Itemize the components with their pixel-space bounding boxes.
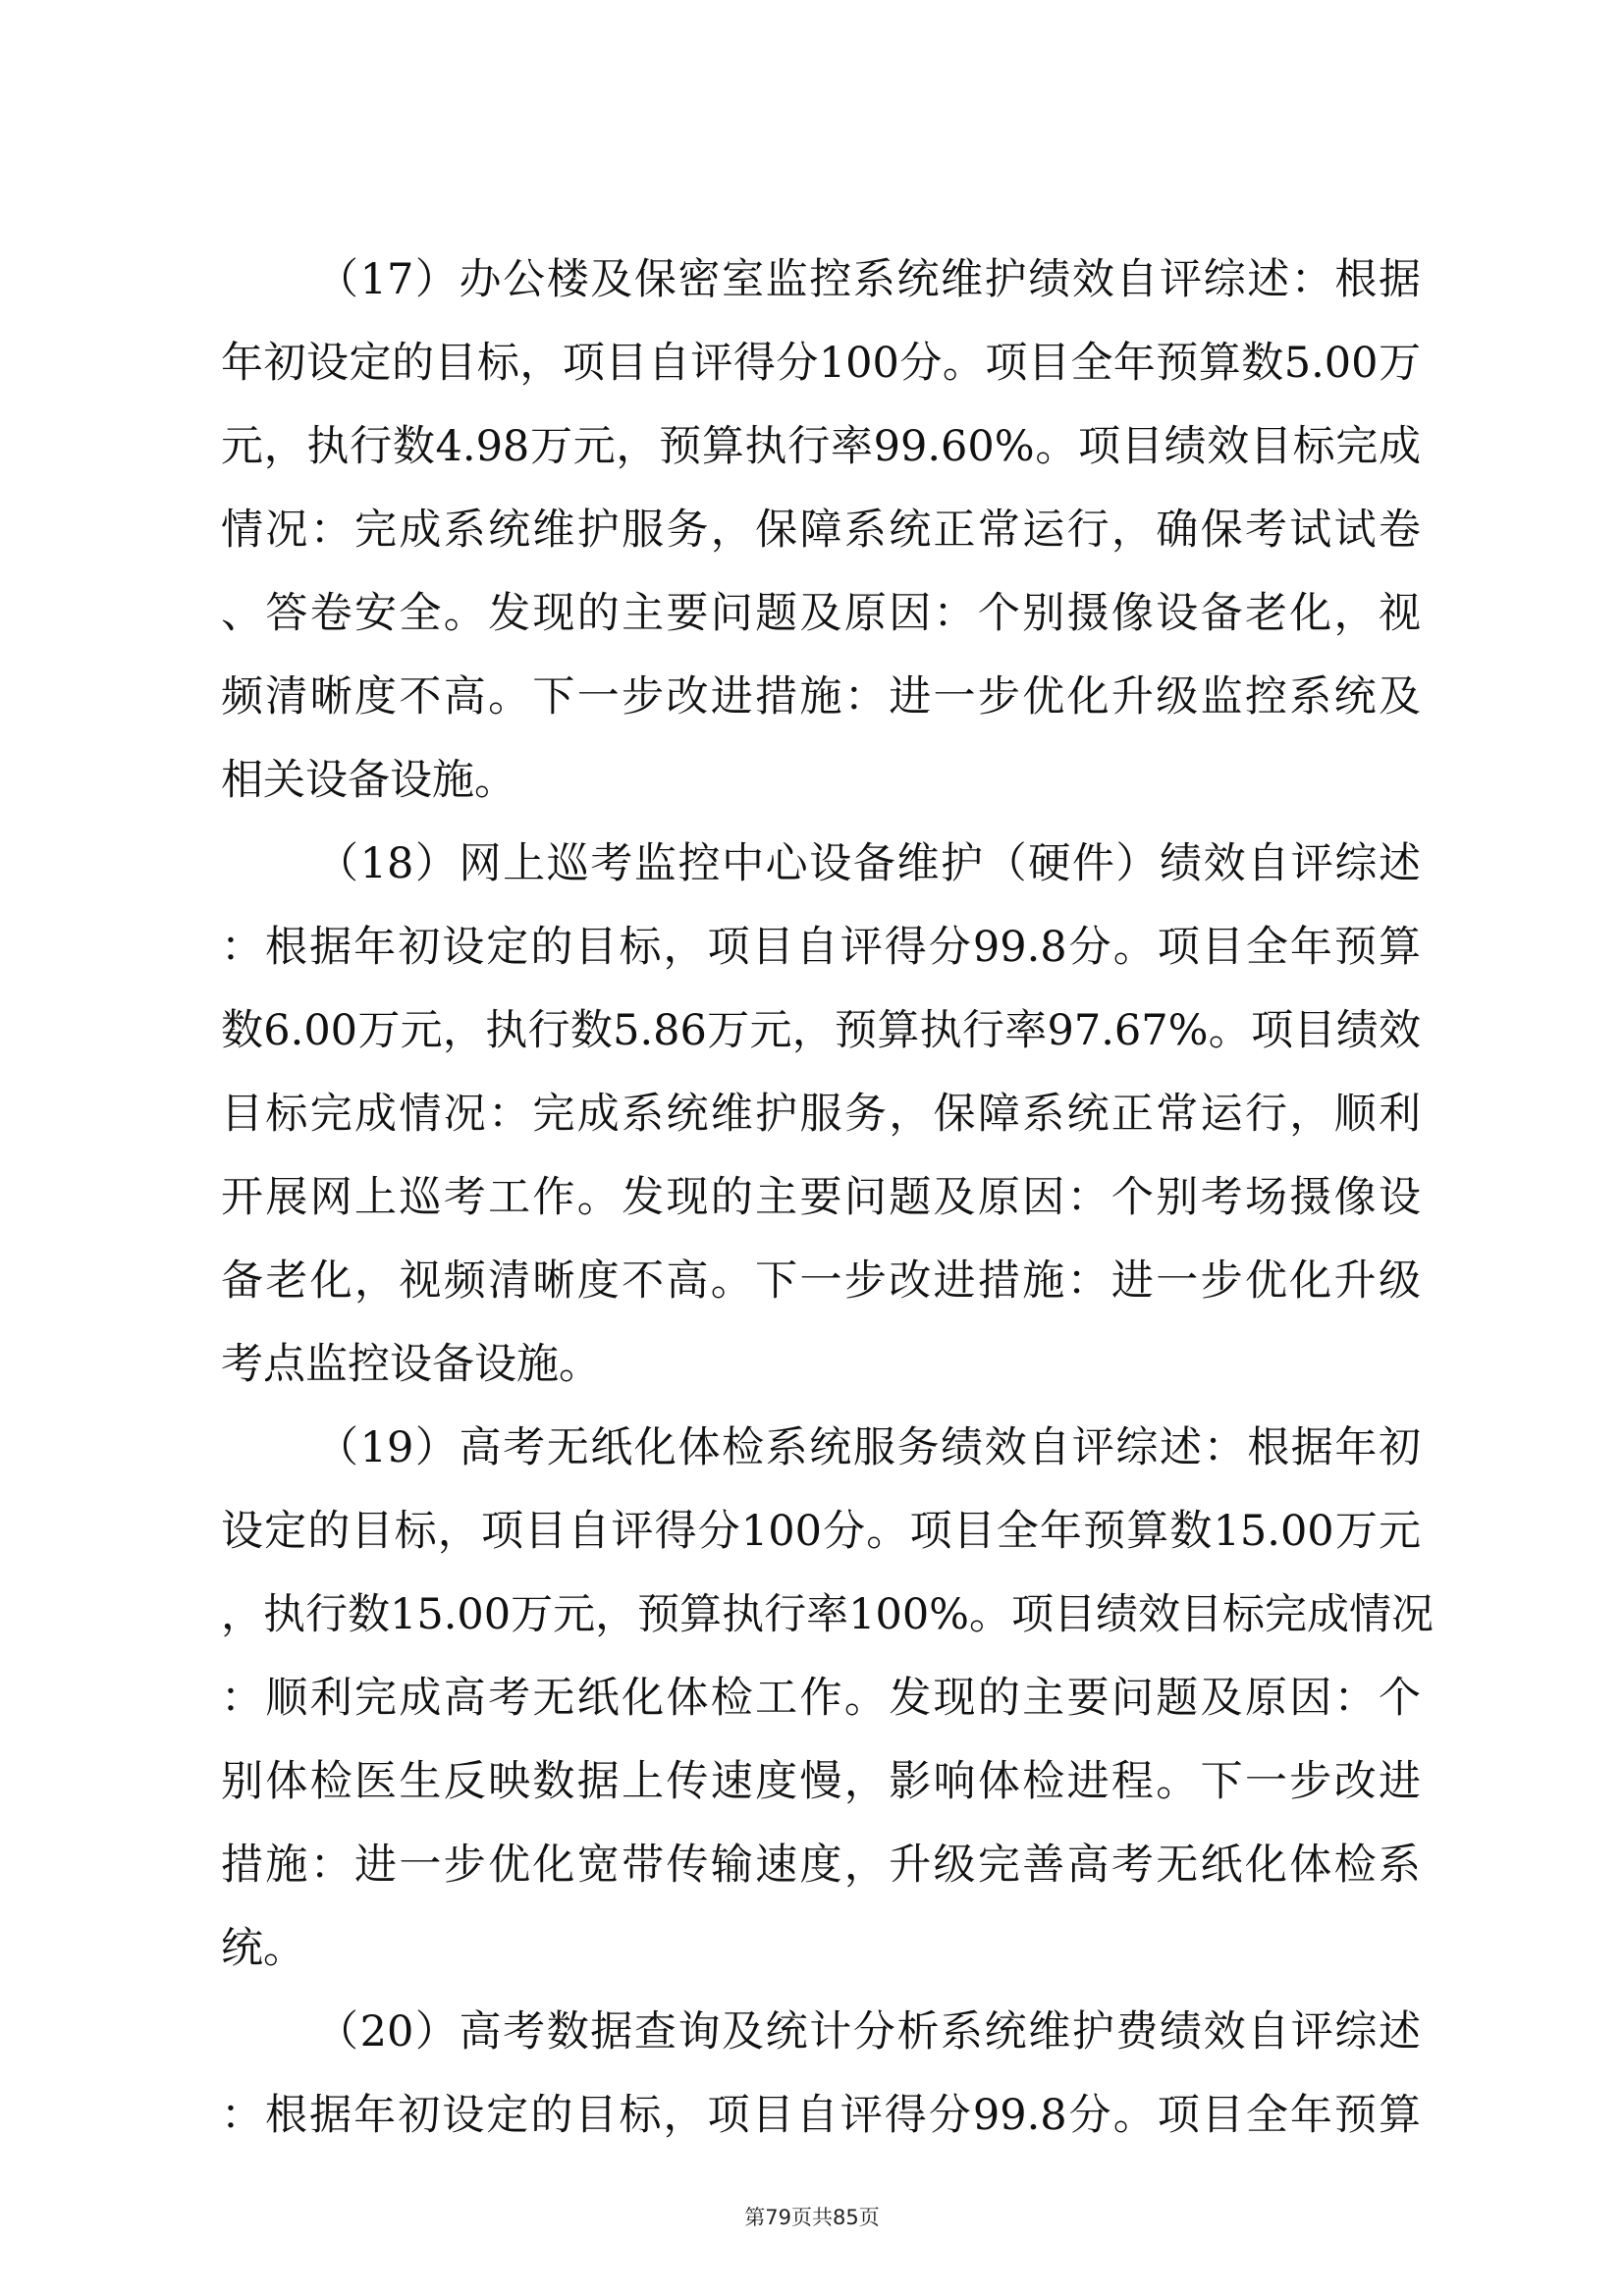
paragraph-line: 数6.00万元，执行数5.86万元，预算执行率97.67%。项目绩效 — [221, 1006, 1421, 1055]
paragraph-line: （19）高考无纸化体检系统服务绩效自评综述：根据年初 — [316, 1423, 1421, 1472]
paragraph-line: 别体检医生反映数据上传速度慢，影响体检进程。下一步改进 — [221, 1757, 1421, 1806]
page-footer: 第79页共85页 — [744, 2206, 880, 2229]
paragraph-line: ：顺利完成高考无纸化体检工作。发现的主要问题及原因：个 — [221, 1674, 1421, 1723]
paragraph-line: 开展网上巡考工作。发现的主要问题及原因：个别考场摄像设 — [221, 1173, 1421, 1222]
paragraph-line: （20）高考数据查询及统计分析系统维护费绩效自评综述 — [316, 2007, 1421, 2056]
paragraph-line: 目标完成情况：完成系统维护服务，保障系统正常运行，顺利 — [221, 1090, 1421, 1139]
paragraph-line: 年初设定的目标，项目自评得分100分。项目全年预算数5.00万 — [221, 339, 1421, 388]
paragraph-line: 频清晰度不高。下一步改进措施：进一步优化升级监控系统及 — [221, 672, 1421, 721]
paragraph-line: 元，执行数4.98万元，预算执行率99.60%。项目绩效目标完成 — [221, 422, 1421, 471]
paragraph-line: 设定的目标，项目自评得分100分。项目全年预算数15.00万元 — [221, 1507, 1421, 1556]
paragraph-line: ：根据年初设定的目标，项目自评得分99.8分。项目全年预算 — [221, 923, 1421, 972]
paragraph-line: ，执行数15.00万元，预算执行率100%。项目绩效目标完成情况 — [221, 1590, 1435, 1639]
paragraph-line: 措施：进一步优化宽带传输速度，升级完善高考无纸化体检系 — [221, 1841, 1421, 1890]
paragraph-line: ：根据年初设定的目标，项目自评得分99.8分。项目全年预算 — [221, 2091, 1421, 2140]
paragraph-line: 相关设备设施。 — [221, 756, 516, 805]
paragraph-line: （17）办公楼及保密室监控系统维护绩效自评综述：根据 — [316, 255, 1421, 304]
paragraph-line: （18）网上巡考监控中心设备维护（硬件）绩效自评综述 — [316, 839, 1421, 888]
paragraph-line: 统。 — [221, 1924, 305, 1973]
paragraph-line: 考点监控设备设施。 — [221, 1340, 601, 1389]
paragraph-line: 备老化，视频清晰度不高。下一步改进措施：进一步优化升级 — [221, 1256, 1421, 1306]
paragraph-line: 、答卷安全。发现的主要问题及原因：个别摄像设备老化，视 — [221, 589, 1421, 638]
paragraph-line: 情况：完成系统维护服务，保障系统正常运行，确保考试试卷 — [221, 506, 1421, 555]
